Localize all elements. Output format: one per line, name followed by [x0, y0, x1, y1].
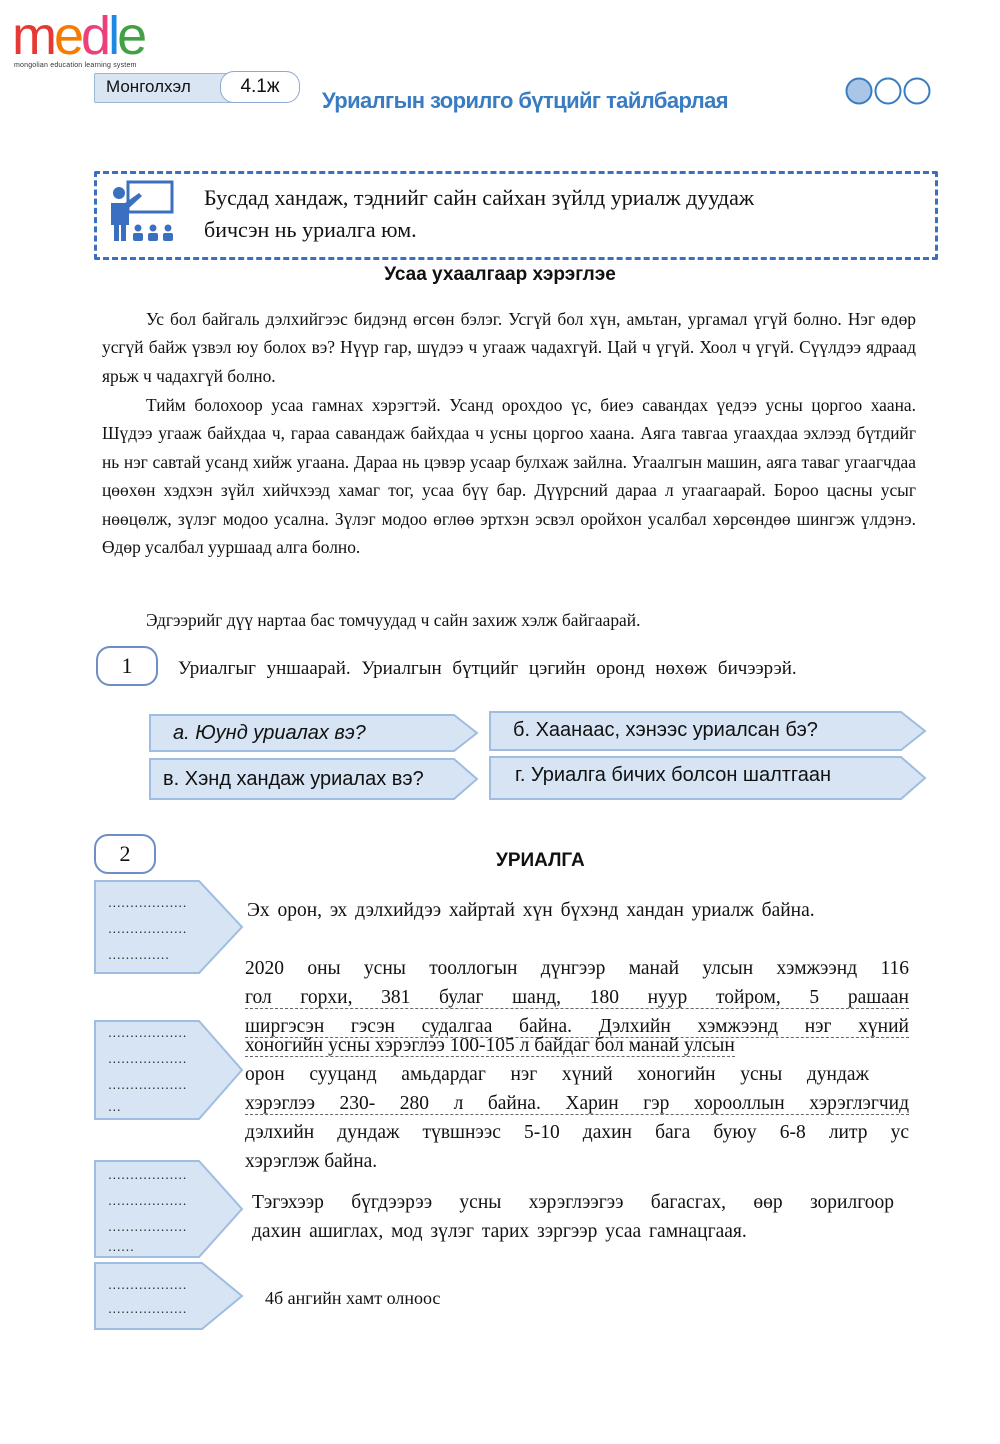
- subject-label: Монголхэл: [106, 77, 191, 96]
- blank-tab-3[interactable]: .................. .................. .................. ......: [94, 1160, 244, 1258]
- page-title: Уриалгын зорилго бүтцийг тайлбарлая: [322, 88, 728, 113]
- appeal-section-2: 2020 оны усны тооллогын дүнгээр манай улсын хэмжээнд 116 гол горхи, 381 булаг шанд, 180 нуур тойром, 5 рашаан ширгэсэн гэсэн судалгаа байна. Дэлхийн хэмжээнд нэг хүний хоногийн усны хэрэглээ 100-105 л байдаг бол манай улсын орон сууцанд амьдардаг нэг хүний хоногийн усны дундаж хэрэглээ 230- 280 л байна. Харин гэр хорооллын хэрэглэгчид дэлхийн дундаж түвшнээс 5-10 дахин бага буюу 6-8 литр ус хэрэглэж байна.: [245, 958, 909, 1172]
- blank-tab-1[interactable]: .................. .................. ..............: [94, 880, 244, 974]
- reading-paragraph-2: Тийм болохоор усаа гамнах хэрэгтэй. Усанд орохдоо үс, биеэ савандах үедээ усны цоргоо хаана. Шүдээ угааж байхдаа ч, гараа савандаж байхдаа ч усны цоргоо хаана. Аяга тавгаа угаахдаа эхлээд бүтдийг нь нэг савтай усанд хийж угаана. Дараа нь цэвэр усаар булхаж зайлна. Угаалгын машин, аяга таваг угаагчдаа цөөхөн хэдхэн зүйл хийчхээд хамаг тог, усаа бүү бар. Дүүрсний дараа л угаагаарай. Бороо цасны усыг нөөцөлж, зүлэг модоо усална. Зүлэг модоо өглөө эртхэн эсвэл оройхон усалбал хөрсөндөө шингэж үлдэнэ. Өдөр усалбал ууршаад алга болно.: [102, 395, 916, 558]
- task-2-number: 2: [94, 834, 156, 874]
- progress-circles-icon: [844, 76, 936, 106]
- lesson-number: 4.1ж: [220, 71, 300, 103]
- tab-arrow-icon: [94, 1262, 244, 1330]
- medle-logo: medle: [12, 6, 145, 66]
- blank-tab-4[interactable]: .................. ..................: [94, 1262, 244, 1330]
- appeal-signature: 4б ангийн хамт олноос: [265, 1288, 441, 1308]
- task-1-instruction: Уриалгыг уншаарай. Уриалгын бүтцийг цэгийн оронд нөхөж бичээрэй.: [178, 658, 797, 679]
- blank-tab-2[interactable]: .................. .................. .................. ...: [94, 1020, 244, 1120]
- option-g: г. Уриалга бичих болсон шалтгаан: [489, 756, 927, 794]
- teacher-icon: [106, 179, 178, 243]
- option-v: в. Хэнд хандаж уриалах вэ?: [149, 758, 479, 796]
- appeal-heading: УРИАЛГА: [496, 850, 585, 871]
- logo-tagline: mongolian education learning system: [14, 62, 137, 69]
- reading-title: Усаа ухаалгаар хэрэглэе: [384, 264, 616, 285]
- option-a: а. Юунд уриалах вэ?: [149, 714, 479, 752]
- appeal-section-3: Тэгэхээр бүгдээрээ усны хэрэглээгээ багасгах, өөр зорилгоор дахин ашиглах, мод зүлэг тарих зэргээр усаа гамнацгаая.: [252, 1192, 894, 1242]
- appeal-section-1: Эх орон, эх дэлхийдээ хайртай хүн бүхэнд хандан уриалж байна.: [247, 900, 815, 921]
- reading-paragraph-1: Ус бол байгаль дэлхийгээс бидэнд өгсөн бэлэг. Усгүй бол хүн, амьтан, ургамал үгүй болно. Нэг өдөр усгүй байж үзвэл юу болох вэ? Нүүр гар, шүдээ ч угааж чадахгүй. Цай ч үгүй. Хоол ч үгүй. Сүүлдээ ядраад ярьж ч чадахгүй болно.: [102, 309, 916, 386]
- option-b: б. Хаанаас, хэнээс уриалсан бэ?: [489, 711, 927, 749]
- definition-text: Бусдад хандаж, тэднийг сайн сайхан зүйлд уриалж дуудаж бичсэн нь уриалга юм.: [204, 185, 755, 242]
- task-1-number: 1: [96, 646, 158, 686]
- reading-paragraph-3: Эдгээрийг дүү нартаа бас томчуудад ч сайн захиж хэлж байгаарай.: [146, 610, 641, 630]
